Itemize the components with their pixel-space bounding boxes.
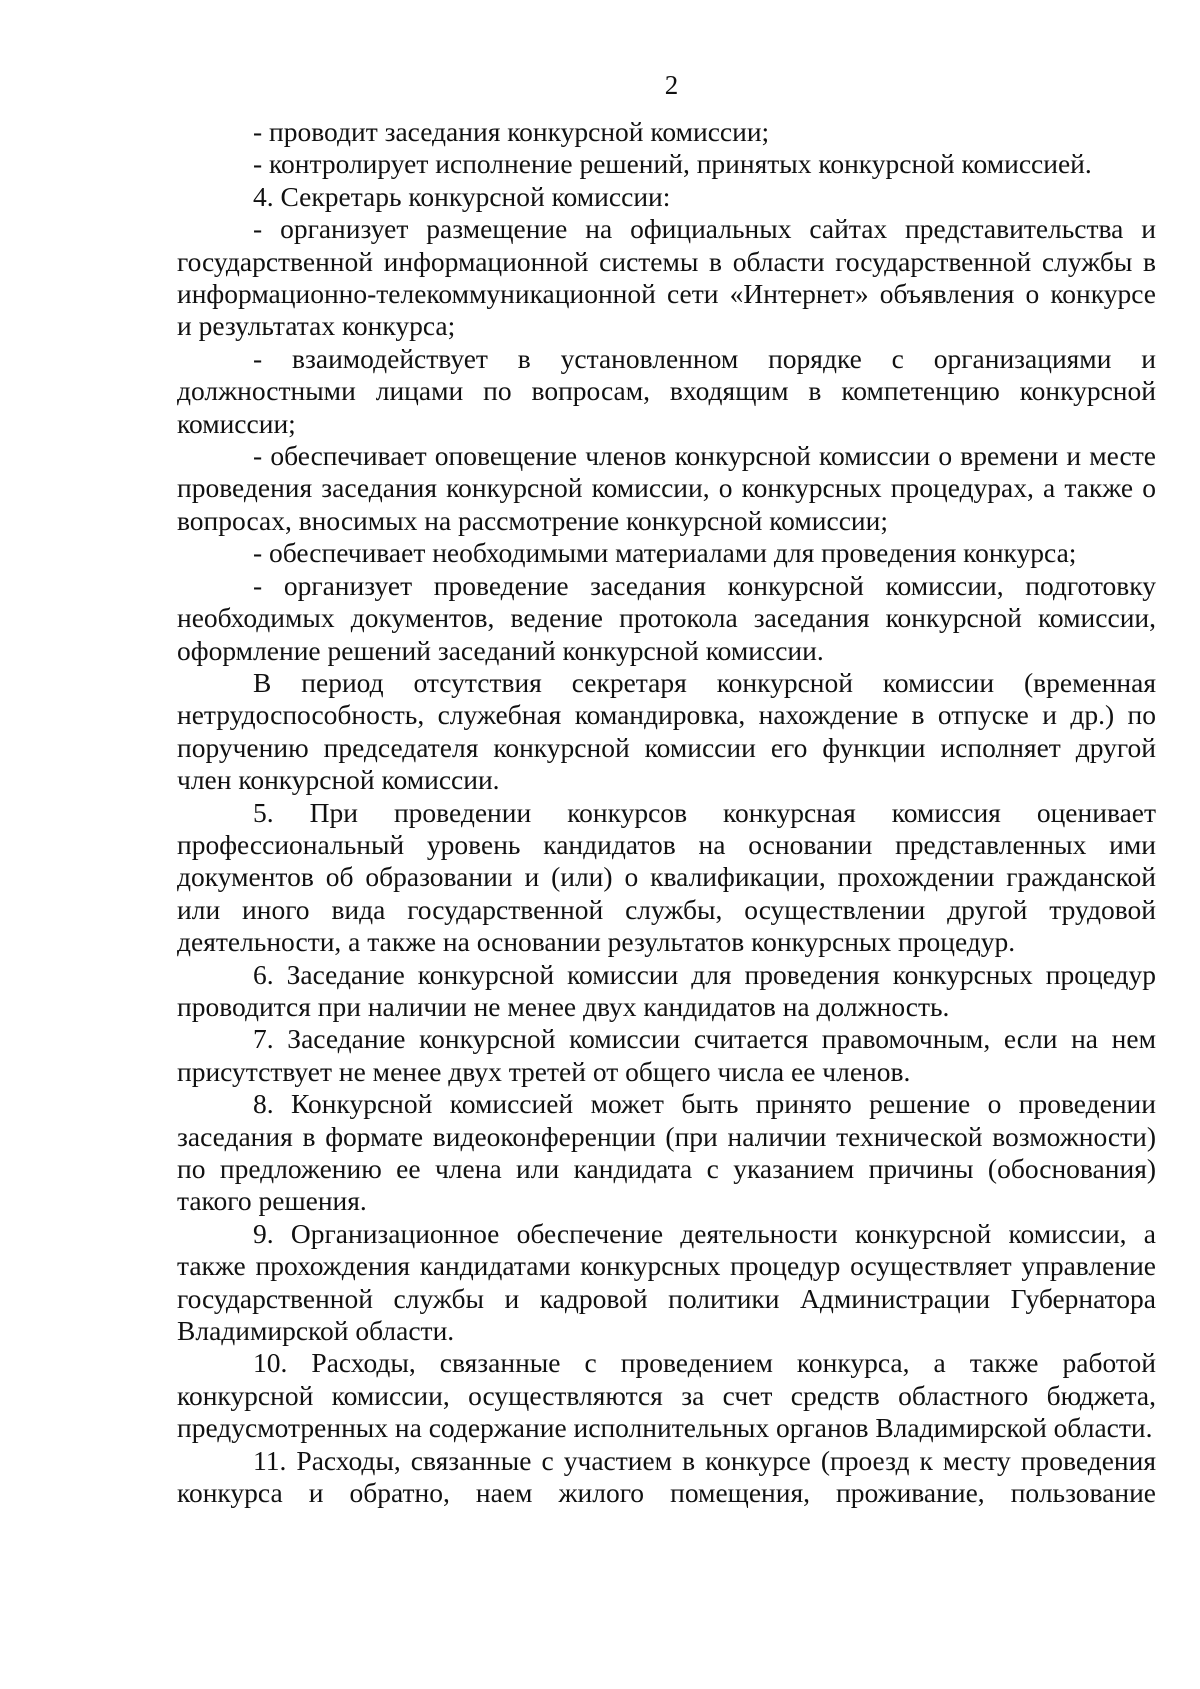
paragraph: - организует размещение на официальных сайтах представительства и государственной информационной системы в области государственной службы в информационно-телекоммуникационной сети «Интернет» объявления о конкурсе и результатах конкурса; bbox=[177, 213, 1156, 342]
document-body bbox=[177, 116, 1156, 1509]
paragraph-continued: 11. Расходы, связанные с участием в конкурсе (проезд к месту проведения конкурса и обратно, наем жилого помещения, проживание, пользование bbox=[177, 1444, 1156, 1509]
paragraph: - обеспечивает необходимыми материалами для проведения конкурса; bbox=[253, 537, 1077, 569]
paragraph: 5. При проведении конкурсов конкурсная комиссия оценивает профессиональный уровень кандидатов на основании представленных ими документов об образовании и (или) о квалификации, прохождении гражданской или иного вида государственной службы, осуществлении другой трудовой деятельности, а также на основании результатов конкурсных процедур. bbox=[177, 796, 1156, 958]
paragraph: 6. Заседание конкурсной комиссии для проведения конкурсных процедур проводится при наличии не менее двух кандидатов на должность. bbox=[177, 958, 1156, 1022]
paragraph: - взаимодействует в установленном порядке с организациями и должностными лицами по вопросам, входящим в компетенцию конкурсной комиссии; bbox=[177, 342, 1156, 439]
page-number: 2 bbox=[664, 70, 679, 100]
paragraph: 10. Расходы, связанные с проведением конкурса, а также работой конкурсной комиссии, осуществляются за счет средств областного бюджета, предусмотренных на содержание исполнительных органов Владимирской области. bbox=[177, 1347, 1156, 1444]
paragraph: 8. Конкурсной комиссией может быть принято решение о проведении заседания в формате видеоконференции (при наличии технической возможности) по предложению ее члена или кандидата с указанием причины (обоснования) такого решения. bbox=[177, 1088, 1156, 1217]
paragraph: - проводит заседания конкурсной комиссии; bbox=[253, 116, 770, 147]
paragraph: 4. Секретарь конкурсной комиссии: bbox=[253, 180, 671, 212]
paragraph: 7. Заседание конкурсной комиссии считается правомочным, если на нем присутствует не менее двух третей от общего числа ее членов. bbox=[177, 1023, 1156, 1087]
paragraph: 9. Организационное обеспечение деятельности конкурсной комиссии, а также прохождения кандидатами конкурсных процедур осуществляет управление государственной службы и кадровой политики Администрации Губернатора Владимирской области. bbox=[177, 1217, 1156, 1347]
paragraph: - обеспечивает оповещение членов конкурсной комиссии о времени и месте проведения заседания конкурсной комиссии, о конкурсных процедурах, а также о вопросах, вносимых на рассмотрение конкурсной комиссии; bbox=[177, 440, 1156, 536]
paragraph: - организует проведение заседания конкурсной комиссии, подготовку необходимых документов, ведение протокола заседания конкурсной комиссии, оформление решений заседаний конкурсной комиссии. bbox=[177, 569, 1156, 666]
paragraph: - контролирует исполнение решений, принятых конкурсной комиссией. bbox=[253, 148, 1092, 180]
paragraph: В период отсутствия секретаря конкурсной комиссии (временная нетрудоспособность, служебная командировка, нахождение в отпуске и др.) по поручению председателя конкурсной комиссии его функции исполняет другой член конкурсной комиссии. bbox=[177, 666, 1156, 796]
